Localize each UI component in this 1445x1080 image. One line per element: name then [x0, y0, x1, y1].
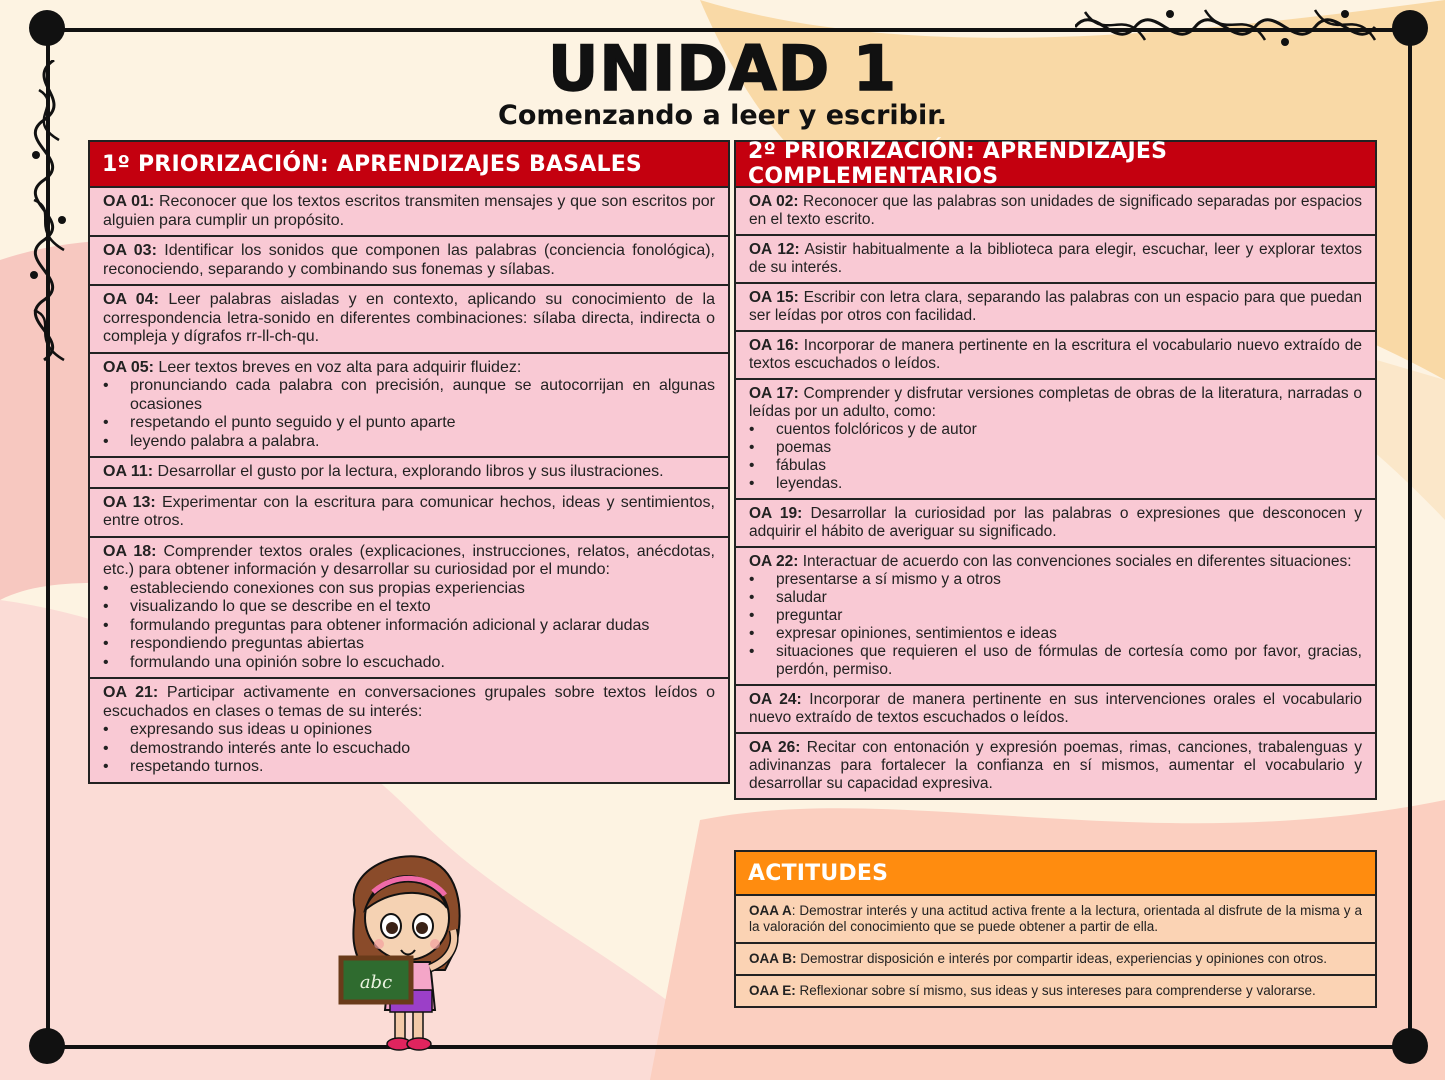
- corner-dot-br: [1392, 1028, 1428, 1064]
- basales-code: OA 11:: [103, 463, 154, 480]
- basales-code: OA 05:: [103, 358, 154, 376]
- frame-right: [1408, 28, 1412, 1048]
- basales-bullet: • estableciendo conexiones con sus propias experiencias: [103, 580, 715, 599]
- complementarios-code: OA 19:: [749, 505, 803, 522]
- basales-bullet: • respetando turnos.: [103, 758, 715, 777]
- basales-bullet: • demostrando interés ante lo escuchado: [103, 740, 715, 759]
- basales-text: Leer palabras aisladas y en contexto, aplicando su conocimiento de la correspondencia letra-sonido en diferentes combinaciones: sílaba directa, indirecta o compleja y dígrafos rr-ll-ch-qu.: [103, 291, 715, 345]
- basales-text: Reconocer que los textos escritos transmiten mensajes y que son escritos por alguien para cumplir un propósito.: [103, 193, 716, 229]
- basales-code: OA 03:: [103, 242, 157, 259]
- basales-code: OA 18:: [103, 542, 157, 560]
- complementarios-bullet: • poemas: [749, 439, 1362, 457]
- basales-row: [90, 188, 728, 235]
- basales-code: OA 13:: [103, 493, 156, 511]
- basales-bullet: • pronunciando cada palabra con precisión, aunque se autocorrijan en algunas ocasiones: [103, 377, 715, 414]
- basales-text: Participar activamente en conversaciones grupales sobre textos leídos o escuchados en clases o temas de su interés:: [103, 684, 715, 720]
- basales-text: Leer textos breves en voz alta para adquirir fluidez:: [153, 358, 522, 376]
- basales-code: OA 21:: [103, 684, 159, 701]
- basales-row: [90, 536, 728, 678]
- complementarios-row: [736, 234, 1375, 282]
- basales-row: [90, 235, 728, 284]
- complementarios-text: Interactuar de acuerdo con las convenciones sociales en diferentes situaciones:: [798, 553, 1352, 570]
- complementarios-code: OA 02:: [749, 193, 799, 210]
- actitudes-code: OAA B:: [749, 951, 797, 966]
- complementarios-row: [736, 188, 1375, 234]
- actitudes-row: [736, 896, 1375, 942]
- basales-bullet: • formulando preguntas para obtener información adicional y aclarar dudas: [103, 617, 715, 636]
- basales-code: OA 04:: [103, 291, 159, 308]
- complementarios-code: OA 16:: [749, 337, 799, 354]
- left-panel-basales: [88, 140, 730, 784]
- complementarios-bullet: • fábulas: [749, 457, 1362, 475]
- complementarios-code: OA 12:: [749, 241, 800, 258]
- basales-text: Desarrollar el gusto por la lectura, explorando libros y sus ilustraciones.: [153, 463, 664, 480]
- left-panel-rows: [90, 188, 728, 782]
- complementarios-code: OA 17:: [749, 385, 799, 402]
- basales-code: OA 01:: [103, 193, 155, 210]
- chalkboard-text: abc: [359, 972, 393, 993]
- girl-with-chalkboard-illustration: [335, 850, 475, 1055]
- right-panel-complementarios: [734, 140, 1377, 800]
- page-subtitle: Comenzando a leer y escribir.: [498, 100, 947, 131]
- basales-bullet: • formulando una opinión sobre lo escuchado.: [103, 654, 715, 673]
- complementarios-code: OA 24:: [749, 691, 802, 708]
- complementarios-row: [736, 732, 1375, 798]
- basales-row: [90, 456, 728, 487]
- actitudes-code: OAA E:: [749, 983, 796, 998]
- complementarios-text: Escribir con letra clara, separando las palabras con un espacio para que puedan ser leídas por otros con facilidad.: [749, 289, 1362, 324]
- complementarios-row: [736, 378, 1375, 498]
- complementarios-text: Asistir habitualmente a la biblioteca para elegir, escuchar, leer y explorar textos de su interés.: [749, 241, 1362, 276]
- basales-row: [90, 352, 728, 457]
- actitudes-text: Demostrar disposición e interés por compartir ideas, experiencias y opiniones con otros.: [796, 951, 1328, 966]
- complementarios-text: Incorporar de manera pertinente en sus intervenciones orales el vocabulario nuevo extraído de textos escuchados o leídos.: [749, 691, 1362, 726]
- complementarios-text: Desarrollar la curiosidad por las palabras o expresiones que desconocen y adquirir el hábito de averiguar su significado.: [749, 505, 1362, 540]
- actitudes-code: OAA A: [749, 903, 792, 918]
- basales-text: Comprender textos orales (explicaciones, instrucciones, relatos, anécdotas, etc.) para obtener información y desarrollar su curiosidad por el mundo:: [103, 542, 715, 578]
- right-panel-rows: [736, 188, 1375, 798]
- complementarios-bullet: • expresar opiniones, sentimientos e ideas: [749, 625, 1362, 643]
- basales-bullet: • expresando sus ideas u opiniones: [103, 721, 715, 740]
- basales-bullet: • leyendo palabra a palabra.: [103, 433, 715, 452]
- basales-text: Experimentar con la escritura para comunicar hechos, ideas y sentimientos, entre otros.: [103, 493, 715, 529]
- actitudes-text: Reflexionar sobre sí mismo, sus ideas y sus intereses para comprenderse y valorarse.: [795, 983, 1316, 998]
- actitudes-row: [736, 942, 1375, 974]
- basales-text: Identificar los sonidos que componen las palabras (conciencia fonológica), reconociendo, separando y combinando sus fonemas y sílabas.: [103, 242, 715, 278]
- complementarios-bullet: • cuentos folclóricos y de autor: [749, 421, 1362, 439]
- complementarios-code: OA 26:: [749, 739, 801, 756]
- complementarios-bullet: • situaciones que requieren el uso de fórmulas de cortesía como por favor, gracias, perdón, permiso.: [749, 643, 1362, 679]
- complementarios-row: [736, 546, 1375, 684]
- corner-dot-bl: [29, 1028, 65, 1064]
- complementarios-bullet: • presentarse a sí mismo y a otros: [749, 571, 1362, 589]
- complementarios-bullet: • preguntar: [749, 607, 1362, 625]
- attitudes-panel-rows: [736, 896, 1375, 1006]
- complementarios-text: Comprender y disfrutar versiones completas de obras de la literatura, narradas o leídas por un adulto, como:: [749, 385, 1362, 420]
- basales-bullet: • respetando el punto seguido y el punto aparte: [103, 414, 715, 433]
- actitudes-text: : Demostrar interés y una actitud activa frente a la lectura, orientada al disfrute de la misma y a la valoración del conocimiento que se puede obtener a partir de ella.: [749, 903, 1362, 934]
- complementarios-text: Incorporar de manera pertinente en la escritura el vocabulario nuevo extraído de textos escuchados o leídos.: [749, 337, 1363, 372]
- basales-row: [90, 284, 728, 352]
- basales-row: [90, 677, 728, 782]
- complementarios-bullet: • leyendas.: [749, 475, 1362, 493]
- complementarios-bullet: • saludar: [749, 589, 1362, 607]
- complementarios-row: [736, 282, 1375, 330]
- frame-bottom: [46, 1045, 1411, 1049]
- right-panel-heading: 2º PRIORIZACIÓN: APRENDIZAJES COMPLEMENTARIOS: [736, 142, 1375, 188]
- actitudes-row: [736, 974, 1375, 1006]
- complementarios-row: [736, 498, 1375, 546]
- complementarios-code: OA 22:: [749, 553, 799, 570]
- complementarios-text: Reconocer que las palabras son unidades de significado separadas por espacios en el texto escrito.: [749, 193, 1363, 228]
- complementarios-text: Recitar con entonación y expresión poemas, rimas, canciones, trabalenguas y adivinanzas para fortalecer la confianza en sí mismos, aumentar el vocabulario y desarrollar su capacidad expresiva.: [749, 739, 1362, 792]
- complementarios-code: OA 15:: [749, 289, 799, 306]
- attitudes-panel-heading: ACTITUDES: [736, 852, 1375, 896]
- page-title: UNIDAD 1: [548, 32, 897, 105]
- left-panel-heading: 1º PRIORIZACIÓN: APRENDIZAJES BASALES: [90, 142, 728, 188]
- basales-bullet: • respondiendo preguntas abiertas: [103, 635, 715, 654]
- complementarios-row: [736, 330, 1375, 378]
- complementarios-row: [736, 684, 1375, 732]
- attitudes-panel: [734, 850, 1377, 1008]
- basales-bullet: • visualizando lo que se describe en el texto: [103, 598, 715, 617]
- basales-row: [90, 487, 728, 536]
